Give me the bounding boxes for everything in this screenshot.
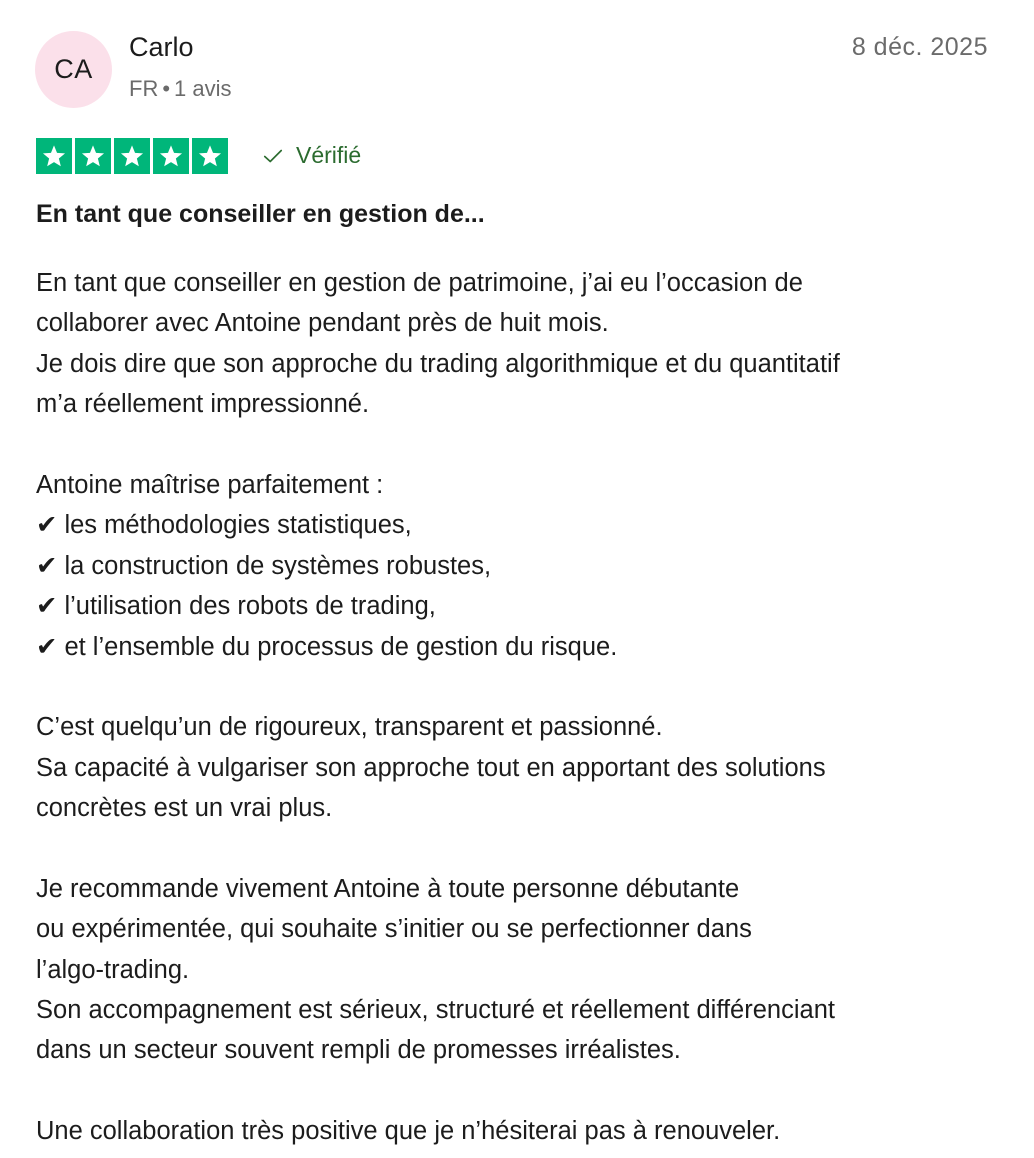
review-body-line: ✔ et l’ensemble du processus de gestion du risque.: [36, 632, 618, 661]
avatar[interactable]: [35, 31, 112, 108]
checkmark-icon: [262, 145, 284, 167]
review-body-line: C’est quelqu’un de rigoureux, transparent et passionné.: [36, 713, 663, 742]
reviewer-review-count[interactable]: 1 avis: [174, 76, 232, 101]
review-body-line: En tant que conseiller en gestion de patrimoine, j’ai eu l’occasion de: [36, 269, 803, 297]
review-date: 8 déc. 2025: [851, 33, 988, 61]
paragraph-gap: [36, 425, 1016, 465]
review-body-line: Antoine maîtrise parfaitement :: [36, 470, 384, 499]
review-body-line: l’algo-trading.: [36, 955, 190, 984]
review-body-line: Je recommande vivement Antoine à toute personne débutante: [36, 874, 740, 903]
review-body-line: dans un secteur souvent rempli de promesses irréalistes.: [36, 1036, 681, 1065]
review-body-line: ✔ la construction de systèmes robustes,: [36, 551, 492, 580]
star-rating: [36, 138, 228, 174]
star-icon: [114, 138, 150, 174]
paragraph-gap: [36, 1071, 1016, 1111]
star-icon: [75, 138, 111, 174]
star-icon: [192, 138, 228, 174]
review-body-line: Sa capacité à vulgariser son approche tout en apportant des solutions: [36, 753, 826, 782]
review-body-line: Son accompagnement est sérieux, structuré et réellement différenciant: [36, 996, 835, 1025]
review-body-line: ou expérimentée, qui souhaite s’initier ou se perfectionner dans: [36, 915, 752, 944]
star-icon: [153, 138, 189, 174]
meta-separator: •: [162, 76, 171, 101]
reviewer-country: FR: [129, 76, 159, 101]
review-body-line: m’a réellement impressionné.: [36, 390, 370, 419]
paragraph-gap: [36, 828, 1016, 868]
review-title[interactable]: En tant que conseiller en gestion de...: [36, 200, 485, 228]
star-icon: [36, 138, 72, 174]
review-body-line: collaborer avec Antoine pendant près de huit mois.: [36, 309, 609, 338]
reviewer-name[interactable]: Carlo: [129, 32, 194, 62]
review-body-line: concrètes est un vrai plus.: [36, 794, 333, 823]
review-body-line: ✔ l’utilisation des robots de trading,: [36, 592, 436, 621]
reviewer-meta: [129, 76, 232, 102]
review-body-line: Une collaboration très positive que je n’hésiterai pas à renouveler.: [36, 1117, 781, 1146]
review-body-line: ✔ les méthodologies statistiques,: [36, 511, 412, 540]
verified-badge[interactable]: [262, 142, 361, 169]
review-body-line: Je dois dire que son approche du trading algorithmique et du quantitatif: [36, 349, 840, 378]
paragraph-gap: [36, 667, 1016, 707]
review-body: [36, 263, 1016, 1152]
verified-label: Vérifié: [296, 142, 362, 168]
avatar-initials: CA: [54, 54, 93, 84]
